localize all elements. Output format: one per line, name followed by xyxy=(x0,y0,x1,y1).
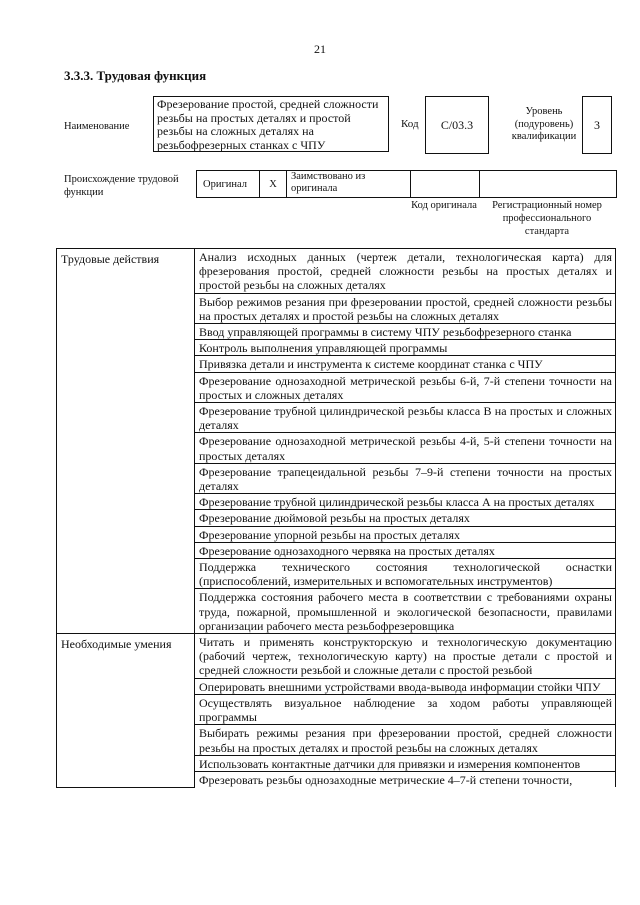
labor_actions-label: Трудовые действия xyxy=(57,249,195,634)
labor_actions-item: Привязка детали и инструмента к системе координат станка с ЧПУ xyxy=(195,356,616,372)
section-title: 3.3.3. Трудовая функция xyxy=(64,68,207,83)
labor_actions-item: Выбор режимов резания при фрезеровании простой, средней сложности резьбы на простых деталях и простой резьбы на сложных деталях xyxy=(195,293,616,323)
origin-table xyxy=(196,170,617,198)
required_skills-item: Фрезеровать резьбы однозаходные метрические 4–7-й степени точности, xyxy=(195,771,616,787)
labor_actions-item: Фрезерование трубной цилиндрической резьбы класса А на простых деталях xyxy=(195,494,616,510)
table-row xyxy=(57,634,616,679)
labor_actions-item: Фрезерование однозаходной метрической резьбы 4-й, 5-й степени точности на простых деталях xyxy=(195,433,616,463)
original-cell: Оригинал xyxy=(197,171,260,198)
name-label: Наименование xyxy=(64,121,130,132)
labor_actions-item: Анализ исходных данных (чертеж детали, технологическая карта) для фрезерования простой, средней сложности резьбы на простых деталях и простой резьбы на сложных деталях xyxy=(195,249,616,294)
labor_actions-item: Фрезерование однозаходной метрической резьбы 6-й, 7-й степени точности на простых и сложных деталях xyxy=(195,372,616,402)
labor_actions-item: Фрезерование упорной резьбы на простых деталях xyxy=(195,526,616,542)
code-label: Код xyxy=(401,118,419,130)
required_skills-item: Читать и применять конструкторскую и технологическую документацию (рабочий чертеж, технологическую карту) на простые детали с простой и средней сложности резьбой и сложные детали с простой резьбой xyxy=(195,634,616,679)
required_skills-item: Оперировать внешними устройствами ввода-вывода информации стойки ЧПУ xyxy=(195,678,616,694)
labor_actions-item: Фрезерование однозаходного червяка на простых деталях xyxy=(195,542,616,558)
labor_actions-item: Ввод управляющей программы в систему ЧПУ резьбофрезерного станка xyxy=(195,324,616,340)
reg-number-cell xyxy=(480,171,617,198)
labor_actions-item: Поддержка технического состояния технологической оснастки (приспособлений, измерительных и вспомогательных инструментов) xyxy=(195,559,616,589)
code-original-label: Код оригинала xyxy=(411,200,477,211)
original-mark: X xyxy=(260,171,287,198)
page-number: 21 xyxy=(314,42,326,56)
required_skills-item: Выбирать режимы резания при фрезеровании простой, средней сложности резьбы на простых деталях и простой резьбы на сложных деталях xyxy=(195,725,616,755)
qualification-level-label: Уровень (подуровень) квалификации xyxy=(511,106,577,142)
labor_actions-item: Фрезерование дюймовой резьбы на простых деталях xyxy=(195,510,616,526)
function-name-box: Фрезерование простой, средней сложности резьбы на простых деталях и простой резьбы на сложных деталях на резьбофрезерных станках с ЧПУ xyxy=(153,96,389,152)
function-details-table xyxy=(56,248,616,788)
code-original-cell xyxy=(411,171,480,198)
reg-number-label: Регистрационный номер профессионального стандарта xyxy=(492,200,602,237)
labor_actions-item: Контроль выполнения управляющей программы xyxy=(195,340,616,356)
qualification-level-box: 3 xyxy=(582,96,612,154)
code-value-box: С/03.3 xyxy=(425,96,489,154)
labor_actions-item: Фрезерование трубной цилиндрической резьбы класса В на простых и сложных деталях xyxy=(195,403,616,433)
required_skills-item: Использовать контактные датчики для привязки и измерения компонентов xyxy=(195,755,616,771)
required_skills-label: Необходимые умения xyxy=(57,634,195,788)
labor_actions-item: Поддержка состояния рабочего места в соответствии с требованиями охраны труда, пожарной, промышленной и экологической безопасности, правилами организации рабочего места резьбофрезеровщика xyxy=(195,589,616,634)
table-row xyxy=(57,249,616,294)
labor_actions-item: Фрезерование трапецеидальной резьбы 7–9-й степени точности на простых деталях xyxy=(195,463,616,493)
origin-label: Происхождение трудовой функции xyxy=(64,174,179,198)
borrowed-cell: Заимствовано из оригинала xyxy=(287,171,411,198)
required_skills-item: Осуществлять визуальное наблюдение за ходом работы управляющей программы xyxy=(195,694,616,724)
